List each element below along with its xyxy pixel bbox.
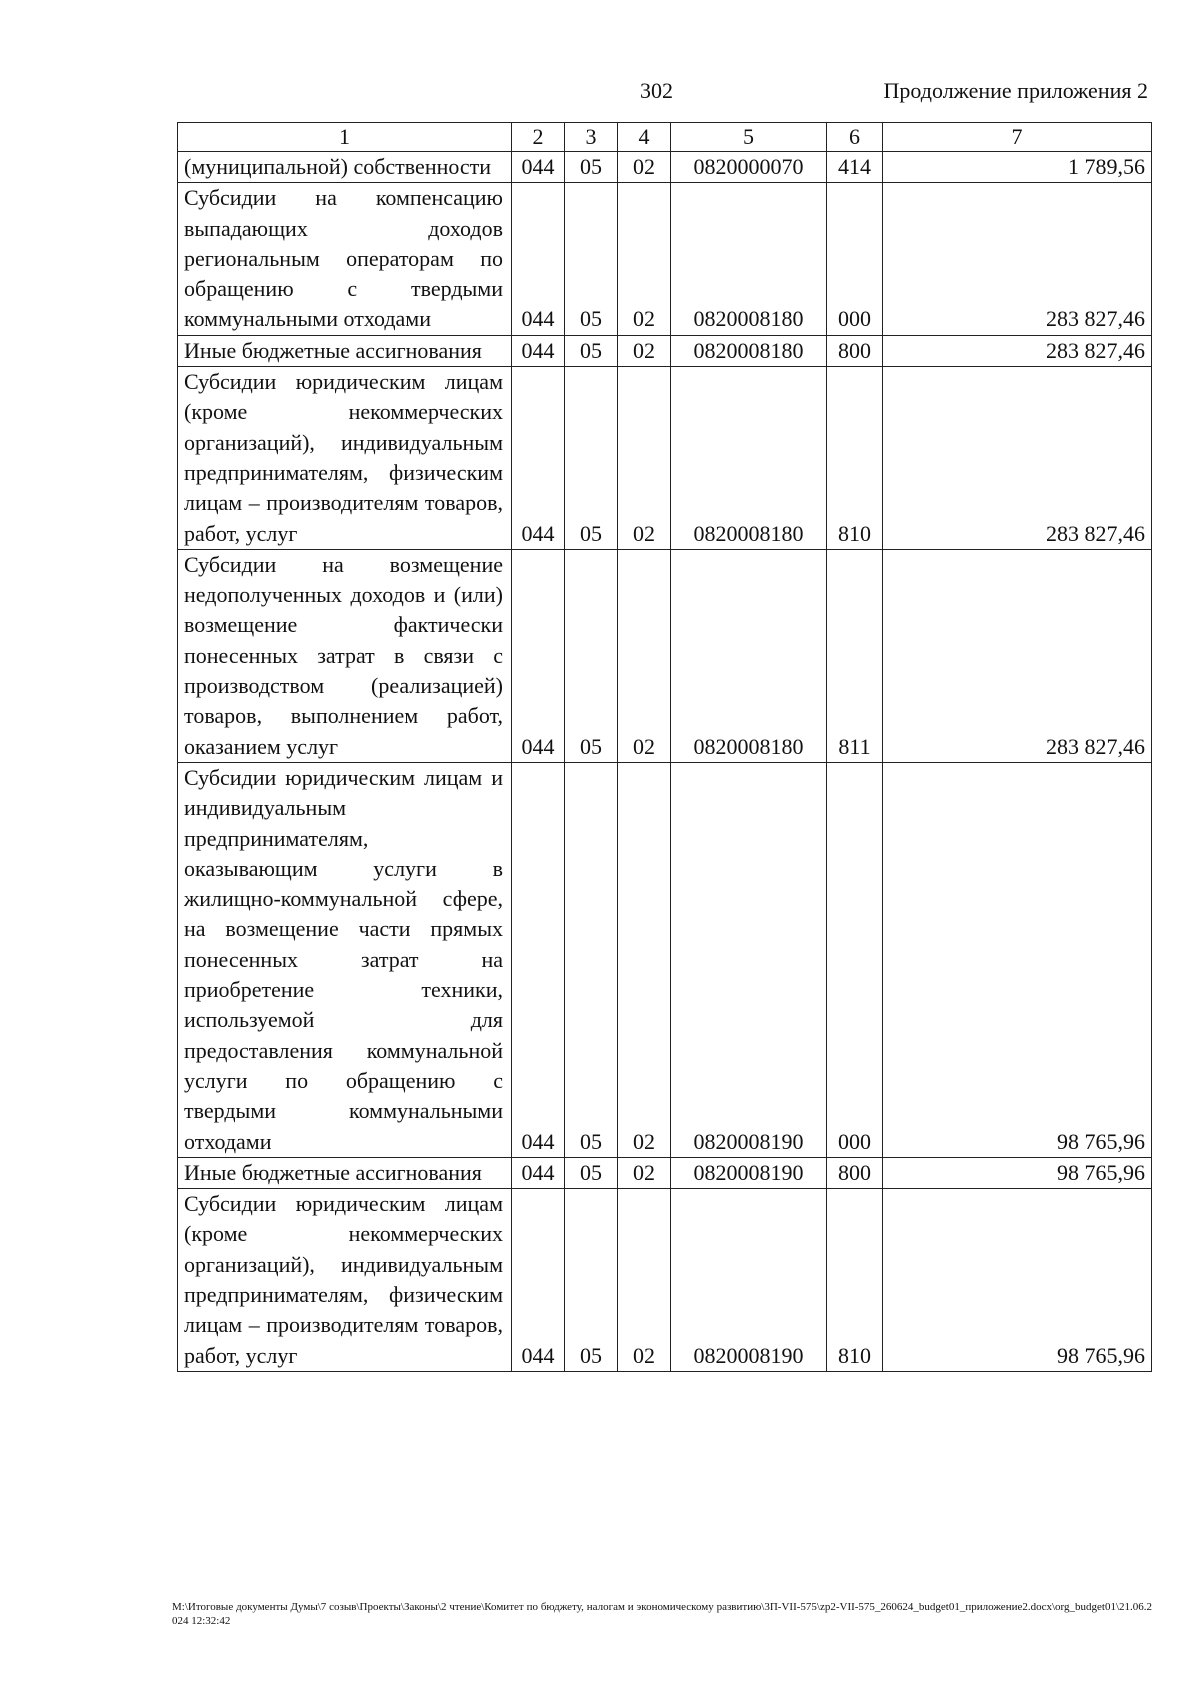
row-section-code: 05 (565, 183, 618, 335)
row-amount: 98 765,96 (883, 1157, 1152, 1188)
row-expense-type: 811 (827, 549, 883, 762)
row-ministry-code: 044 (512, 1189, 565, 1372)
row-amount: 98 765,96 (883, 1189, 1152, 1372)
row-section-code: 05 (565, 367, 618, 550)
table-row (178, 549, 1152, 762)
column-header-5: 5 (671, 123, 827, 152)
row-subsection-code: 02 (618, 1157, 671, 1188)
table-row (178, 183, 1152, 335)
row-section-code: 05 (565, 1157, 618, 1188)
row-ministry-code: 044 (512, 762, 565, 1157)
row-amount: 283 827,46 (883, 183, 1152, 335)
column-header-1: 1 (178, 123, 512, 152)
row-target-article: 0820008180 (671, 549, 827, 762)
column-header-3: 3 (565, 123, 618, 152)
row-section-code: 05 (565, 152, 618, 183)
row-subsection-code: 02 (618, 762, 671, 1157)
row-name: Субсидии на возмещение недополученных доходов и (или) возмещение фактически понесенных затрат в связи с производством (реализацией) товаров, выполнением работ, оказанием услуг (178, 549, 512, 762)
row-section-code: 05 (565, 335, 618, 366)
row-subsection-code: 02 (618, 549, 671, 762)
row-subsection-code: 02 (618, 1189, 671, 1372)
row-name: Субсидии на компенсацию выпадающих доходов региональным операторам по обращению с твердыми коммунальными отходами (178, 183, 512, 335)
row-amount: 98 765,96 (883, 762, 1152, 1157)
row-name: Субсидии юридическим лицам (кроме некоммерческих организаций), индивидуальным предпринимателям, физическим лицам – производителям товаров, работ, услуг (178, 1189, 512, 1372)
row-expense-type: 810 (827, 1189, 883, 1372)
row-ministry-code: 044 (512, 152, 565, 183)
row-expense-type: 000 (827, 183, 883, 335)
row-subsection-code: 02 (618, 183, 671, 335)
row-expense-type: 000 (827, 762, 883, 1157)
row-target-article: 0820000070 (671, 152, 827, 183)
row-amount: 283 827,46 (883, 549, 1152, 762)
row-amount: 283 827,46 (883, 335, 1152, 366)
budget-table (177, 122, 1152, 1372)
row-subsection-code: 02 (618, 367, 671, 550)
column-header-4: 4 (618, 123, 671, 152)
row-target-article: 0820008190 (671, 1189, 827, 1372)
table-row (178, 762, 1152, 1157)
row-name: Иные бюджетные ассигнования (178, 335, 512, 366)
row-expense-type: 800 (827, 335, 883, 366)
continuation-title: Продолжение приложения 2 (883, 78, 1148, 103)
row-target-article: 0820008190 (671, 1157, 827, 1188)
row-amount: 283 827,46 (883, 367, 1152, 550)
table-row (178, 152, 1152, 183)
row-subsection-code: 02 (618, 335, 671, 366)
row-ministry-code: 044 (512, 549, 565, 762)
row-expense-type: 414 (827, 152, 883, 183)
row-section-code: 05 (565, 762, 618, 1157)
column-header-6: 6 (827, 123, 883, 152)
table-row (178, 1157, 1152, 1188)
row-target-article: 0820008180 (671, 367, 827, 550)
row-section-code: 05 (565, 1189, 618, 1372)
row-ministry-code: 044 (512, 367, 565, 550)
row-expense-type: 810 (827, 367, 883, 550)
column-header-2: 2 (512, 123, 565, 152)
row-target-article: 0820008190 (671, 762, 827, 1157)
row-expense-type: 800 (827, 1157, 883, 1188)
row-subsection-code: 02 (618, 152, 671, 183)
row-ministry-code: 044 (512, 1157, 565, 1188)
row-name: Субсидии юридическим лицам (кроме некоммерческих организаций), индивидуальным предпринимателям, физическим лицам – производителям товаров, работ, услуг (178, 367, 512, 550)
page-number: 302 (640, 78, 673, 103)
row-target-article: 0820008180 (671, 335, 827, 366)
row-section-code: 05 (565, 549, 618, 762)
row-name: Субсидии юридическим лицам и индивидуальным предпринимателям, оказывающим услуги в жилищно-коммунальной сфере, на возмещение части прямых понесенных затрат на приобретение техники, используемой для предоставления коммунальной услуги по обращению с твердыми коммунальными отходами (178, 762, 512, 1157)
row-amount: 1 789,56 (883, 152, 1152, 183)
table-row (178, 367, 1152, 550)
table-row (178, 335, 1152, 366)
row-target-article: 0820008180 (671, 183, 827, 335)
header-row (178, 123, 1152, 152)
document-path-footer: M:\Итоговые документы Думы\7 созыв\Проекты\Законы\2 чтение\Комитет по бюджету, налогам и экономическому развитию\3П-VII-575\zp2-VII-575_260624_budget01_приложение2.docx\org_budget01\21.06.2024 12:32:42 (172, 1601, 1152, 1627)
row-ministry-code: 044 (512, 183, 565, 335)
row-name: Иные бюджетные ассигнования (178, 1157, 512, 1188)
row-ministry-code: 044 (512, 335, 565, 366)
column-header-7: 7 (883, 123, 1152, 152)
table-row (178, 1189, 1152, 1372)
row-name: (муниципальной) собственности (178, 152, 512, 183)
